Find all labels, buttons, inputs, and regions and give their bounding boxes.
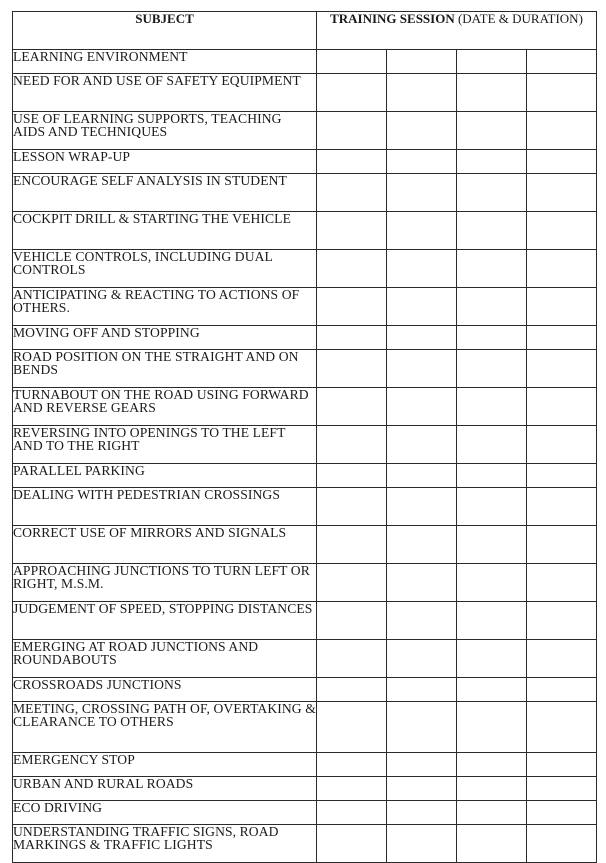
session-entry-cell[interactable]: [387, 326, 457, 350]
subject-cell: JUDGEMENT OF SPEED, STOPPING DISTANCES: [13, 602, 317, 640]
session-entry-cell[interactable]: [387, 825, 457, 863]
session-entry-cell[interactable]: [527, 777, 597, 801]
session-entry-cell[interactable]: [457, 250, 527, 288]
session-entry-cell[interactable]: [457, 801, 527, 825]
training-session-header-label: TRAINING SESSION: [330, 11, 455, 26]
subject-cell: UNDERSTANDING TRAFFIC SIGNS, ROAD MARKINGS & TRAFFIC LIGHTS: [13, 825, 317, 863]
subject-cell: NEED FOR AND USE OF SAFETY EQUIPMENT: [13, 74, 317, 112]
session-entry-cell[interactable]: [527, 150, 597, 174]
table-row: [13, 526, 597, 564]
table-row: [13, 753, 597, 777]
table-row: [13, 150, 597, 174]
subject-cell: TURNABOUT ON THE ROAD USING FORWARD AND REVERSE GEARS: [13, 388, 317, 426]
session-entry-cell[interactable]: [457, 702, 527, 753]
session-entry-cell[interactable]: [317, 250, 387, 288]
table-row: [13, 288, 597, 326]
subject-cell: CROSSROADS JUNCTIONS: [13, 678, 317, 702]
session-entry-cell[interactable]: [527, 212, 597, 250]
session-entry-cell[interactable]: [527, 801, 597, 825]
session-entry-cell[interactable]: [317, 350, 387, 388]
session-entry-cell[interactable]: [527, 288, 597, 326]
session-entry-cell[interactable]: [317, 112, 387, 150]
session-entry-cell[interactable]: [457, 564, 527, 602]
table-row: [13, 250, 597, 288]
session-entry-cell[interactable]: [387, 288, 457, 326]
table-row: [13, 174, 597, 212]
session-entry-cell[interactable]: [457, 488, 527, 526]
table-row: [13, 426, 597, 464]
session-entry-cell[interactable]: [387, 602, 457, 640]
session-entry-cell[interactable]: [317, 702, 387, 753]
session-entry-cell[interactable]: [387, 564, 457, 602]
subject-cell: MEETING, CROSSING PATH OF, OVERTAKING & CLEARANCE TO OTHERS: [13, 702, 317, 753]
session-entry-cell[interactable]: [457, 526, 527, 564]
session-entry-cell[interactable]: [457, 326, 527, 350]
session-entry-cell[interactable]: [387, 464, 457, 488]
session-entry-cell[interactable]: [387, 50, 457, 74]
session-entry-cell[interactable]: [457, 74, 527, 112]
session-entry-cell[interactable]: [387, 777, 457, 801]
table-row: [13, 464, 597, 488]
table-row: [13, 640, 597, 678]
session-entry-cell[interactable]: [457, 150, 527, 174]
session-entry-cell[interactable]: [457, 825, 527, 863]
subject-column-header: [13, 12, 317, 50]
session-entry-cell[interactable]: [457, 212, 527, 250]
session-entry-cell[interactable]: [457, 174, 527, 212]
session-entry-cell[interactable]: [317, 825, 387, 863]
subject-cell: VEHICLE CONTROLS, INCLUDING DUAL CONTROLS: [13, 250, 317, 288]
session-entry-cell[interactable]: [387, 640, 457, 678]
table-row: [13, 678, 597, 702]
session-entry-cell[interactable]: [317, 212, 387, 250]
session-entry-cell[interactable]: [387, 426, 457, 464]
session-entry-cell[interactable]: [457, 388, 527, 426]
training-session-column-header: [317, 12, 597, 50]
table-row: [13, 777, 597, 801]
subject-cell: ROAD POSITION ON THE STRAIGHT AND ON BENDS: [13, 350, 317, 388]
session-entry-cell[interactable]: [457, 288, 527, 326]
subject-cell: DEALING WITH PEDESTRIAN CROSSINGS: [13, 488, 317, 526]
subject-cell: LESSON WRAP-UP: [13, 150, 317, 174]
session-entry-cell[interactable]: [527, 250, 597, 288]
session-entry-cell[interactable]: [527, 488, 597, 526]
session-entry-cell[interactable]: [527, 350, 597, 388]
session-entry-cell[interactable]: [457, 426, 527, 464]
subject-cell: ANTICIPATING & REACTING TO ACTIONS OF OTHERS.: [13, 288, 317, 326]
subject-cell: EMERGING AT ROAD JUNCTIONS AND ROUNDABOUTS: [13, 640, 317, 678]
session-entry-cell[interactable]: [317, 388, 387, 426]
session-entry-cell[interactable]: [457, 350, 527, 388]
session-entry-cell[interactable]: [457, 753, 527, 777]
table-row: [13, 602, 597, 640]
session-entry-cell[interactable]: [387, 74, 457, 112]
session-entry-cell[interactable]: [317, 174, 387, 212]
session-entry-cell[interactable]: [527, 702, 597, 753]
subject-cell: LEARNING ENVIRONMENT: [13, 50, 317, 74]
session-entry-cell[interactable]: [317, 464, 387, 488]
session-entry-cell[interactable]: [317, 526, 387, 564]
subject-cell: URBAN AND RURAL ROADS: [13, 777, 317, 801]
session-entry-cell[interactable]: [527, 112, 597, 150]
subject-cell: CORRECT USE OF MIRRORS AND SIGNALS: [13, 526, 317, 564]
table-row: [13, 702, 597, 753]
session-entry-cell[interactable]: [527, 753, 597, 777]
table-row: [13, 825, 597, 863]
session-entry-cell[interactable]: [527, 174, 597, 212]
session-entry-cell[interactable]: [527, 50, 597, 74]
session-entry-cell[interactable]: [527, 388, 597, 426]
table-row: [13, 212, 597, 250]
session-entry-cell[interactable]: [317, 564, 387, 602]
session-entry-cell[interactable]: [457, 777, 527, 801]
session-entry-cell[interactable]: [387, 801, 457, 825]
subject-header-label: SUBJECT: [135, 11, 194, 26]
table-row: [13, 388, 597, 426]
session-entry-cell[interactable]: [317, 753, 387, 777]
session-entry-cell[interactable]: [527, 74, 597, 112]
subject-cell: REVERSING INTO OPENINGS TO THE LEFT AND TO THE RIGHT: [13, 426, 317, 464]
subject-cell: MOVING OFF AND STOPPING: [13, 326, 317, 350]
session-entry-cell[interactable]: [317, 150, 387, 174]
session-entry-cell[interactable]: [457, 50, 527, 74]
subject-cell: COCKPIT DRILL & STARTING THE VEHICLE: [13, 212, 317, 250]
session-entry-cell[interactable]: [457, 602, 527, 640]
training-session-header-detail: (DATE & DURATION): [454, 11, 583, 26]
subject-cell: USE OF LEARNING SUPPORTS, TEACHING AIDS AND TECHNIQUES: [13, 112, 317, 150]
table-row: [13, 112, 597, 150]
session-entry-cell[interactable]: [317, 488, 387, 526]
session-entry-cell[interactable]: [317, 288, 387, 326]
subject-cell: ECO DRIVING: [13, 801, 317, 825]
session-entry-cell[interactable]: [527, 602, 597, 640]
session-entry-cell[interactable]: [317, 50, 387, 74]
table-row: [13, 50, 597, 74]
session-entry-cell[interactable]: [527, 678, 597, 702]
session-entry-cell[interactable]: [387, 350, 457, 388]
subject-cell: EMERGENCY STOP: [13, 753, 317, 777]
session-entry-cell[interactable]: [387, 212, 457, 250]
session-entry-cell[interactable]: [527, 326, 597, 350]
session-entry-cell[interactable]: [387, 488, 457, 526]
session-entry-cell[interactable]: [527, 464, 597, 488]
session-entry-cell[interactable]: [457, 678, 527, 702]
session-entry-cell[interactable]: [457, 112, 527, 150]
session-entry-cell[interactable]: [457, 464, 527, 488]
session-entry-cell[interactable]: [387, 250, 457, 288]
session-entry-cell[interactable]: [457, 640, 527, 678]
session-entry-cell[interactable]: [527, 426, 597, 464]
subject-cell: APPROACHING JUNCTIONS TO TURN LEFT OR RIGHT, M.S.M.: [13, 564, 317, 602]
session-entry-cell[interactable]: [387, 150, 457, 174]
table-row: [13, 350, 597, 388]
session-entry-cell[interactable]: [387, 526, 457, 564]
subject-cell: PARALLEL PARKING: [13, 464, 317, 488]
session-entry-cell[interactable]: [527, 526, 597, 564]
session-entry-cell[interactable]: [387, 702, 457, 753]
session-entry-cell[interactable]: [527, 640, 597, 678]
table-row: [13, 488, 597, 526]
subject-cell: ENCOURAGE SELF ANALYSIS IN STUDENT: [13, 174, 317, 212]
table-row: [13, 326, 597, 350]
session-entry-cell[interactable]: [317, 326, 387, 350]
session-entry-cell[interactable]: [387, 112, 457, 150]
session-entry-cell[interactable]: [387, 174, 457, 212]
session-entry-cell[interactable]: [317, 426, 387, 464]
session-entry-cell[interactable]: [317, 777, 387, 801]
table-row: [13, 801, 597, 825]
table-row: [13, 564, 597, 602]
session-entry-cell[interactable]: [317, 74, 387, 112]
session-entry-cell[interactable]: [387, 753, 457, 777]
session-entry-cell[interactable]: [317, 678, 387, 702]
session-entry-cell[interactable]: [317, 640, 387, 678]
session-entry-cell[interactable]: [317, 801, 387, 825]
subject-rows: [13, 50, 597, 863]
session-entry-cell[interactable]: [387, 388, 457, 426]
training-record-table: [12, 11, 597, 863]
session-entry-cell[interactable]: [387, 678, 457, 702]
session-entry-cell[interactable]: [317, 602, 387, 640]
session-entry-cell[interactable]: [527, 825, 597, 863]
table-row: [13, 74, 597, 112]
session-entry-cell[interactable]: [527, 564, 597, 602]
